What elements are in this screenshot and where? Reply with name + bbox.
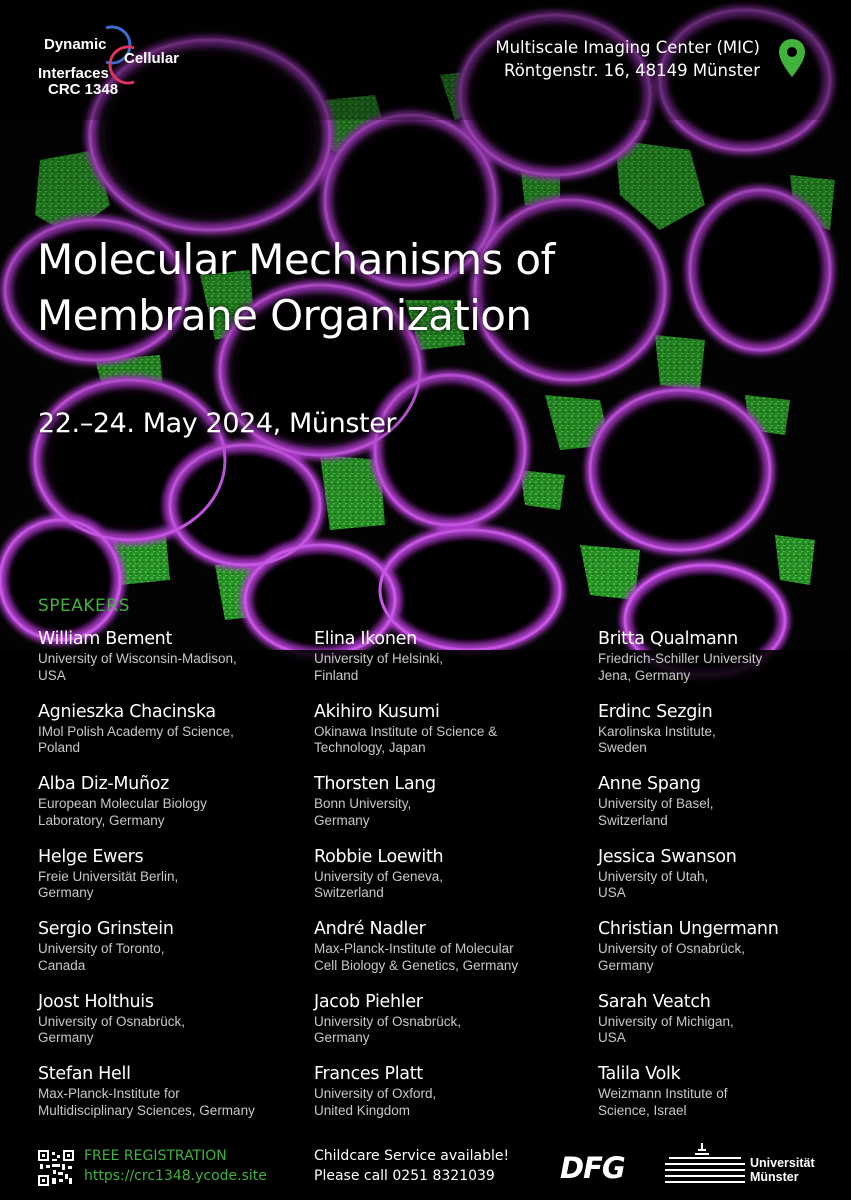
speaker-entry bbox=[314, 917, 604, 990]
speaker-affiliation: University of Wisconsin-Madison, bbox=[38, 651, 237, 666]
speaker-affiliation: Max-Planck-Institute of Molecular bbox=[314, 941, 514, 956]
speaker-affiliation-location: United Kingdom bbox=[314, 1102, 411, 1118]
speaker-name: Agnieszka Chacinska bbox=[38, 701, 216, 722]
speaker-affiliation-location: Multidisciplinary Sciences, Germany bbox=[38, 1102, 255, 1118]
speaker-name: Elina Ikonen bbox=[314, 629, 417, 649]
speaker-affiliation: Friedrich-Schiller University bbox=[598, 651, 763, 666]
speaker-entry bbox=[314, 700, 604, 773]
registration-info bbox=[84, 1146, 267, 1186]
childcare-info bbox=[314, 1146, 509, 1186]
speakers-column-2 bbox=[314, 627, 604, 1135]
speaker-affiliation-location: USA bbox=[38, 667, 66, 683]
logo-word-dynamic: Dynamic bbox=[44, 36, 107, 53]
speakers-heading: SPEAKERS bbox=[38, 596, 130, 616]
speaker-entry bbox=[314, 1062, 604, 1135]
speaker-entry bbox=[598, 627, 851, 700]
speaker-name: Sergio Grinstein bbox=[38, 919, 174, 939]
speaker-name: Jacob Piehler bbox=[314, 991, 423, 1012]
speaker-affiliation-location: USA bbox=[598, 1030, 626, 1045]
speaker-affiliation: Bonn University, bbox=[314, 796, 412, 811]
speaker-name: Sarah Veatch bbox=[598, 991, 711, 1012]
speaker-name: Alba Diz-Muñoz bbox=[38, 774, 170, 794]
speaker-affiliation: University of Basel, bbox=[598, 796, 714, 811]
speaker-entry bbox=[598, 990, 851, 1063]
speaker-entry bbox=[38, 1062, 328, 1135]
speaker-affiliation-location: Poland bbox=[38, 740, 81, 755]
event-date: 22.–24. May 2024, Münster bbox=[38, 408, 397, 439]
speaker-affiliation-location: USA bbox=[598, 885, 626, 900]
speaker-affiliation: University of Osnabrück, bbox=[38, 1013, 186, 1029]
speaker-name: Stefan Hell bbox=[38, 1064, 131, 1084]
speaker-affiliation: University of Osnabrück, bbox=[314, 1013, 462, 1029]
speaker-name: William Bement bbox=[38, 629, 173, 649]
speaker-affiliation: Weizmann Institute of bbox=[598, 1086, 728, 1101]
speaker-affiliation-location: Jena, Germany bbox=[598, 667, 691, 683]
speaker-affiliation: Okinawa Institute of Science & bbox=[314, 723, 498, 739]
speaker-affiliation: University of Michigan, bbox=[598, 1013, 734, 1029]
university-muenster-logo-mark bbox=[665, 1143, 745, 1187]
venue-address bbox=[495, 36, 760, 82]
speakers-column-1 bbox=[38, 627, 328, 1135]
logo-word-interfaces: Interfaces bbox=[38, 65, 109, 82]
speaker-name: Britta Qualmann bbox=[598, 629, 738, 649]
registration-title: FREE REGISTRATION bbox=[84, 1148, 227, 1164]
speaker-name: Robbie Loewith bbox=[314, 846, 444, 867]
crc-1348-logo bbox=[36, 22, 206, 102]
speaker-affiliation: Karolinska Institute, bbox=[598, 723, 716, 739]
qr-code[interactable] bbox=[38, 1150, 74, 1186]
speaker-name: André Nadler bbox=[314, 919, 426, 939]
speaker-entry bbox=[314, 627, 604, 700]
speaker-affiliation: IMol Polish Academy of Science, bbox=[38, 723, 234, 739]
speaker-entry bbox=[38, 772, 328, 845]
speaker-name: Akihiro Kusumi bbox=[314, 701, 440, 722]
speaker-affiliation-location: Cell Biology & Genetics, Germany bbox=[314, 957, 519, 973]
registration-link[interactable]: https://crc1348.ycode.site bbox=[84, 1168, 267, 1184]
speaker-entry bbox=[598, 700, 851, 773]
speaker-name: Joost Holthuis bbox=[38, 991, 154, 1012]
speaker-affiliation-location: Switzerland bbox=[314, 885, 384, 900]
speaker-affiliation-location: Sweden bbox=[598, 740, 647, 755]
speaker-entry bbox=[38, 700, 328, 773]
speaker-affiliation: University of Toronto, bbox=[38, 941, 165, 956]
speaker-affiliation-location: Germany bbox=[38, 1030, 94, 1045]
logo-code: CRC 1348 bbox=[48, 81, 119, 98]
childcare-line-1: Childcare Service available! bbox=[314, 1148, 510, 1164]
speaker-entry bbox=[598, 917, 851, 990]
speaker-affiliation: University of Utah, bbox=[598, 868, 709, 884]
speaker-affiliation-location: Germany bbox=[598, 957, 654, 973]
speaker-affiliation-location: Science, Israel bbox=[598, 1102, 687, 1118]
location-pin-icon bbox=[777, 38, 807, 78]
speaker-affiliation: University of Geneva, bbox=[314, 868, 444, 884]
speaker-affiliation: Max-Planck-Institute for bbox=[38, 1086, 180, 1101]
speaker-affiliation: University of Helsinki, bbox=[314, 651, 444, 666]
speaker-name: Jessica Swanson bbox=[598, 846, 737, 867]
speaker-entry bbox=[314, 990, 604, 1063]
dfg-logo: DFG bbox=[560, 1151, 625, 1185]
event-title bbox=[37, 232, 555, 344]
title-line-1: Molecular Mechanisms of bbox=[37, 235, 555, 284]
speaker-entry bbox=[38, 917, 328, 990]
speaker-entry bbox=[314, 772, 604, 845]
speaker-affiliation-location: Finland bbox=[314, 667, 359, 683]
speakers-column-3 bbox=[598, 627, 851, 1135]
university-muenster-name bbox=[750, 1156, 815, 1184]
speaker-name: Helge Ewers bbox=[38, 846, 144, 867]
speaker-entry bbox=[38, 845, 328, 918]
venue-name: Multiscale Imaging Center (MIC) bbox=[495, 38, 760, 57]
speaker-name: Thorsten Lang bbox=[314, 774, 436, 794]
speaker-name: Christian Ungermann bbox=[598, 919, 779, 939]
speaker-name: Frances Platt bbox=[314, 1064, 423, 1084]
speaker-entry bbox=[598, 772, 851, 845]
speaker-affiliation-location: Technology, Japan bbox=[314, 740, 426, 755]
speaker-affiliation: Freie Universität Berlin, bbox=[38, 868, 179, 884]
venue-street: Röntgenstr. 16, 48149 Münster bbox=[503, 61, 760, 80]
speaker-name: Erdinc Sezgin bbox=[598, 701, 713, 722]
childcare-phone: Please call 0251 8321039 bbox=[314, 1168, 495, 1184]
speaker-entry bbox=[598, 1062, 851, 1135]
speaker-entry bbox=[38, 990, 328, 1063]
logo-word-cellular: Cellular bbox=[124, 50, 180, 67]
speaker-affiliation-location: Germany bbox=[314, 812, 370, 828]
university-line-2: Münster bbox=[750, 1170, 799, 1184]
speaker-name: Talila Volk bbox=[598, 1064, 681, 1084]
title-line-2: Membrane Organization bbox=[37, 291, 532, 340]
speaker-affiliation-location: Germany bbox=[38, 885, 94, 900]
speaker-affiliation-location: Canada bbox=[38, 957, 86, 973]
speaker-entry bbox=[38, 627, 328, 700]
speaker-name: Anne Spang bbox=[598, 774, 701, 794]
speaker-affiliation: University of Oxford, bbox=[314, 1086, 437, 1101]
speaker-affiliation-location: Laboratory, Germany bbox=[38, 812, 165, 828]
speaker-affiliation-location: Switzerland bbox=[598, 812, 668, 828]
speaker-affiliation: University of Osnabrück, bbox=[598, 941, 746, 956]
speaker-entry bbox=[598, 845, 851, 918]
speaker-entry bbox=[314, 845, 604, 918]
speaker-affiliation: European Molecular Biology bbox=[38, 796, 207, 811]
university-line-1: Universität bbox=[750, 1156, 815, 1170]
speaker-affiliation-location: Germany bbox=[314, 1030, 370, 1045]
